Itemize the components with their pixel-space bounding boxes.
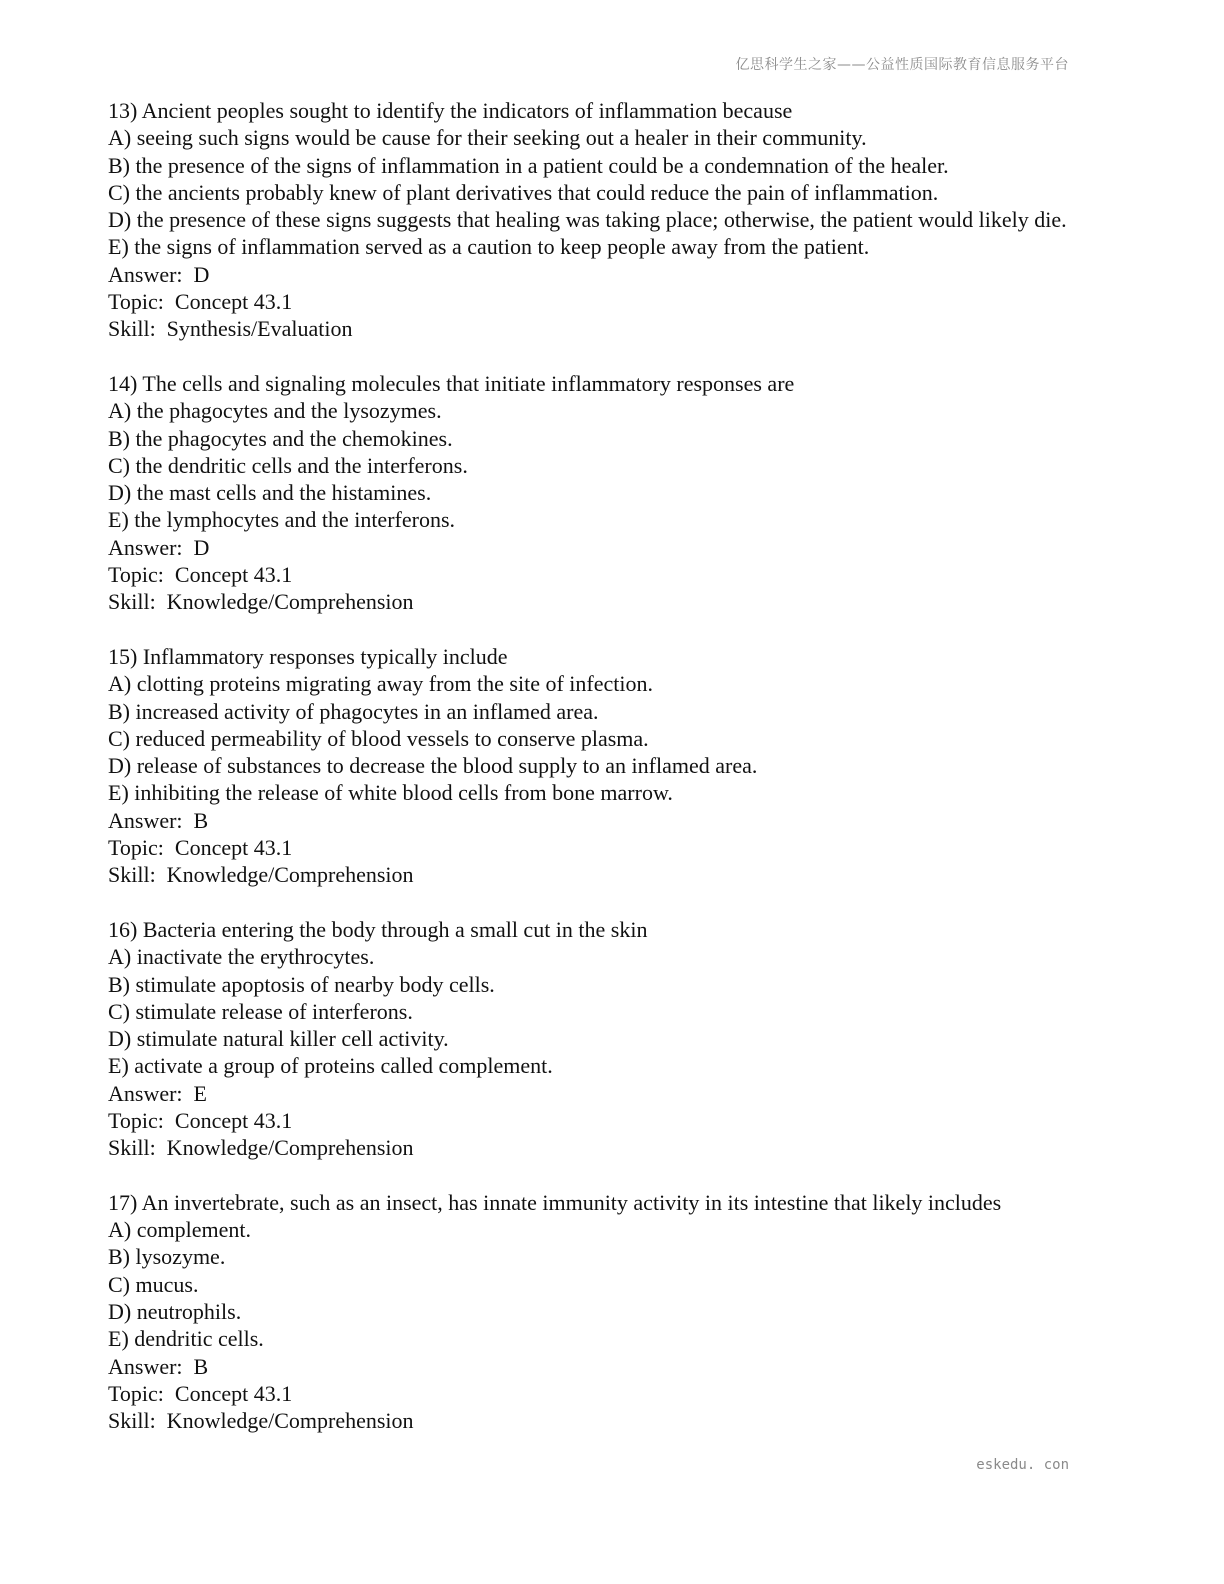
option-e: E) inhibiting the release of white blood cells from bone marrow. [108,780,673,806]
topic-line: Topic: Concept 43.1 [108,835,293,861]
option-d: D) neutrophils. [108,1299,242,1325]
skill-line: Skill: Knowledge/Comprehension [108,1135,414,1161]
option-b: B) stimulate apoptosis of nearby body cells. [108,971,495,997]
option-d: D) the mast cells and the histamines. [108,480,432,506]
option-a: A) seeing such signs would be cause for their seeking out a healer in their community. [108,125,867,151]
question-stem: 17) An invertebrate, such as an insect, has innate immunity activity in its intestine that likely includes [108,1189,1002,1215]
skill-line: Skill: Knowledge/Comprehension [108,862,414,888]
question-stem: 15) Inflammatory responses typically include [108,643,508,669]
question-stem: 16) Bacteria entering the body through a small cut in the skin [108,916,648,942]
option-c: C) the dendritic cells and the interferons. [108,452,468,478]
option-a: A) inactivate the erythrocytes. [108,944,375,970]
answer-line: Answer: D [108,534,210,560]
option-c: C) stimulate release of interferons. [108,998,413,1024]
option-e: E) the lymphocytes and the interferons. [108,507,456,533]
option-b: B) lysozyme. [108,1244,226,1270]
question-stem: 14) The cells and signaling molecules that initiate inflammatory responses are [108,370,795,396]
question-14 [108,370,1118,616]
topic-line: Topic: Concept 43.1 [108,289,293,315]
option-c: C) the ancients probably knew of plant derivatives that could reduce the pain of inflammation. [108,179,939,205]
footer-site-label: eskedu. con [976,1457,1069,1473]
header-watermark: 亿思科学生之家——公益性质国际教育信息服务平台 [735,57,1069,73]
skill-line: Skill: Knowledge/Comprehension [108,1408,414,1434]
option-b: B) the phagocytes and the chemokines. [108,425,453,451]
option-e: E) the signs of inflammation served as a caution to keep people away from the patient. [108,234,870,260]
option-d: D) the presence of these signs suggests that healing was taking place; otherwise, the patient would likely die. [108,207,1067,233]
option-c: C) reduced permeability of blood vessels to conserve plasma. [108,725,649,751]
answer-line: Answer: B [108,1353,209,1379]
option-b: B) increased activity of phagocytes in an inflamed area. [108,698,599,724]
option-a: A) complement. [108,1217,251,1243]
option-a: A) clotting proteins migrating away from the site of infection. [108,671,653,697]
option-a: A) the phagocytes and the lysozymes. [108,398,442,424]
answer-line: Answer: B [108,807,209,833]
question-15 [108,643,1118,889]
option-e: E) dendritic cells. [108,1326,264,1352]
answer-line: Answer: E [108,1080,207,1106]
topic-line: Topic: Concept 43.1 [108,1107,293,1133]
skill-line: Skill: Knowledge/Comprehension [108,589,414,615]
question-list [108,97,1118,1462]
option-d: D) stimulate natural killer cell activity. [108,1026,449,1052]
option-d: D) release of substances to decrease the blood supply to an inflamed area. [108,753,758,779]
question-13 [108,97,1118,343]
question-16 [108,916,1118,1162]
skill-line: Skill: Synthesis/Evaluation [108,316,353,342]
option-c: C) mucus. [108,1271,199,1297]
topic-line: Topic: Concept 43.1 [108,562,293,588]
question-stem: 13) Ancient peoples sought to identify the indicators of inflammation because [108,98,793,123]
topic-line: Topic: Concept 43.1 [108,1380,293,1406]
option-e: E) activate a group of proteins called complement. [108,1053,553,1079]
option-b: B) the presence of the signs of inflammation in a patient could be a condemnation of the healer. [108,152,949,178]
answer-line: Answer: D [108,261,210,287]
question-17 [108,1189,1118,1435]
